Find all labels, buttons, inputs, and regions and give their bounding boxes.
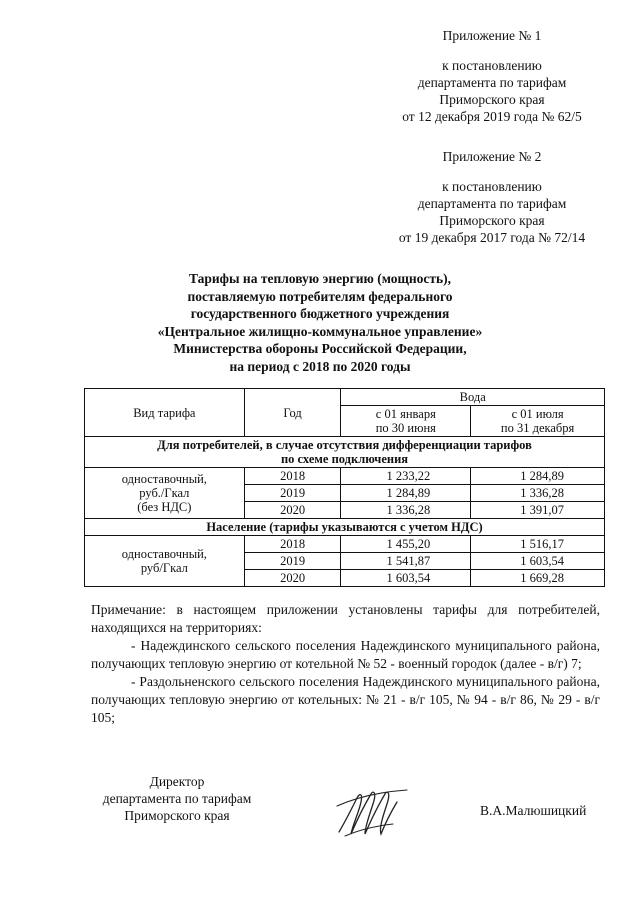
note-block — [91, 601, 600, 727]
section-2-label-line: руб/Гкал — [140, 561, 188, 575]
section-2-label-line: одноставочный, — [121, 547, 207, 561]
tariff-h1-cell: 1 336,28 — [341, 502, 471, 519]
signatory-name: В.А.Малюшицкий — [480, 803, 587, 818]
header-water: Вода — [341, 389, 605, 406]
tariff-h1-cell: 1 603,54 — [341, 570, 471, 587]
header-year: Год — [244, 389, 341, 437]
section-1-label — [85, 468, 245, 519]
appendix-2-title: Приложение № 2 — [442, 149, 542, 164]
signatory-position — [92, 773, 262, 824]
appendix-1-line: департамента по тарифам — [417, 75, 567, 90]
section-2-title: Население (тарифы указываются с учетом НДС) — [85, 519, 605, 536]
tariff-h1-cell: 1 284,89 — [341, 485, 471, 502]
section-1-title-line: по схеме подключения — [280, 452, 409, 466]
heading-line: «Центральное жилищно-коммунальное управление» — [157, 323, 483, 339]
heading-line: Министерства обороны Российской Федерации, — [173, 341, 467, 357]
section-1-label-line: руб./Гкал — [139, 486, 190, 500]
tariff-h1-cell: 1 541,87 — [341, 553, 471, 570]
section-1-title — [85, 437, 605, 468]
heading-line: поставляемую потребителям федерального — [187, 288, 453, 304]
header-tariff-type: Вид тарифа — [85, 389, 245, 437]
section-title-row — [85, 519, 605, 536]
appendix-1-line: от 12 декабря 2019 года № 62/5 — [402, 109, 582, 124]
signatory-position-line: Приморского края — [124, 808, 230, 823]
document-heading — [90, 270, 550, 376]
tariff-h2-cell: 1 516,17 — [471, 536, 605, 553]
year-cell: 2018 — [244, 468, 341, 485]
year-cell: 2018 — [244, 536, 341, 553]
appendix-2-line: департамента по тарифам — [417, 196, 567, 211]
signatory-position-line: Директор — [149, 774, 205, 789]
header-period-2-to: по 31 декабря — [500, 421, 575, 435]
appendix-1-line: Приморского края — [439, 92, 545, 107]
table-row — [85, 468, 605, 485]
handwritten-signature — [335, 784, 411, 840]
tariff-h2-cell: 1 391,07 — [471, 502, 605, 519]
table-header-row — [85, 389, 605, 406]
tariff-h2-cell: 1 336,28 — [471, 485, 605, 502]
heading-line: Тарифы на тепловую энергию (мощность), — [188, 271, 452, 286]
header-period-2 — [471, 406, 605, 437]
tariff-h2-cell: 1 284,89 — [471, 468, 605, 485]
year-cell: 2020 — [244, 502, 341, 519]
appendix-2-block — [372, 148, 612, 246]
year-cell: 2019 — [244, 485, 341, 502]
heading-line: государственного бюджетного учреждения — [190, 306, 450, 322]
header-period-1-from: с 01 января — [375, 407, 436, 421]
signatory-position-line: департамента по тарифам — [102, 791, 252, 806]
table-row — [85, 536, 605, 553]
appendix-2-line: от 19 декабря 2017 года № 72/14 — [398, 230, 586, 245]
tariff-h1-cell: 1 233,22 — [341, 468, 471, 485]
note-item-1: - Надеждинского сельского поселения Надеждинского муниципального района, получающих тепловую энергию от котельной № 52 - военный городок (далее - в/г) 7; — [91, 638, 600, 671]
note-intro: Примечание: в настоящем приложении установлены тарифы для потребителей, находящихся на территориях: — [91, 602, 600, 635]
year-cell: 2020 — [244, 570, 341, 587]
section-1-label-line: одноставочный, — [121, 472, 207, 486]
note-item-2: - Раздольненского сельского поселения Надеждинского муниципального района, получающих тепловую энергию от котельных: № 21 - в/г 105, № 94 - в/г 86, № 29 - в/г 105; — [91, 674, 600, 725]
appendix-2-line: к постановлению — [442, 179, 542, 194]
appendix-1-line: к постановлению — [442, 58, 542, 73]
heading-line: на период с 2018 по 2020 годы — [229, 358, 411, 374]
header-period-2-from: с 01 июля — [511, 407, 564, 421]
tariff-h2-cell: 1 603,54 — [471, 553, 605, 570]
tariff-h2-cell: 1 669,28 — [471, 570, 605, 587]
appendix-2-line: Приморского края — [439, 213, 545, 228]
header-period-1-to: по 30 июня — [375, 421, 436, 435]
tariff-h1-cell: 1 455,20 — [341, 536, 471, 553]
appendix-1-title: Приложение № 1 — [442, 28, 542, 43]
section-1-label-line: (без НДС) — [137, 500, 192, 514]
appendix-1-block — [372, 27, 612, 125]
section-1-title-line: Для потребителей, в случае отсутствия дифференциации тарифов — [157, 438, 532, 452]
section-2-label — [85, 536, 245, 587]
section-title-row — [85, 437, 605, 468]
header-period-1 — [341, 406, 471, 437]
year-cell: 2019 — [244, 553, 341, 570]
tariff-table — [84, 388, 605, 587]
